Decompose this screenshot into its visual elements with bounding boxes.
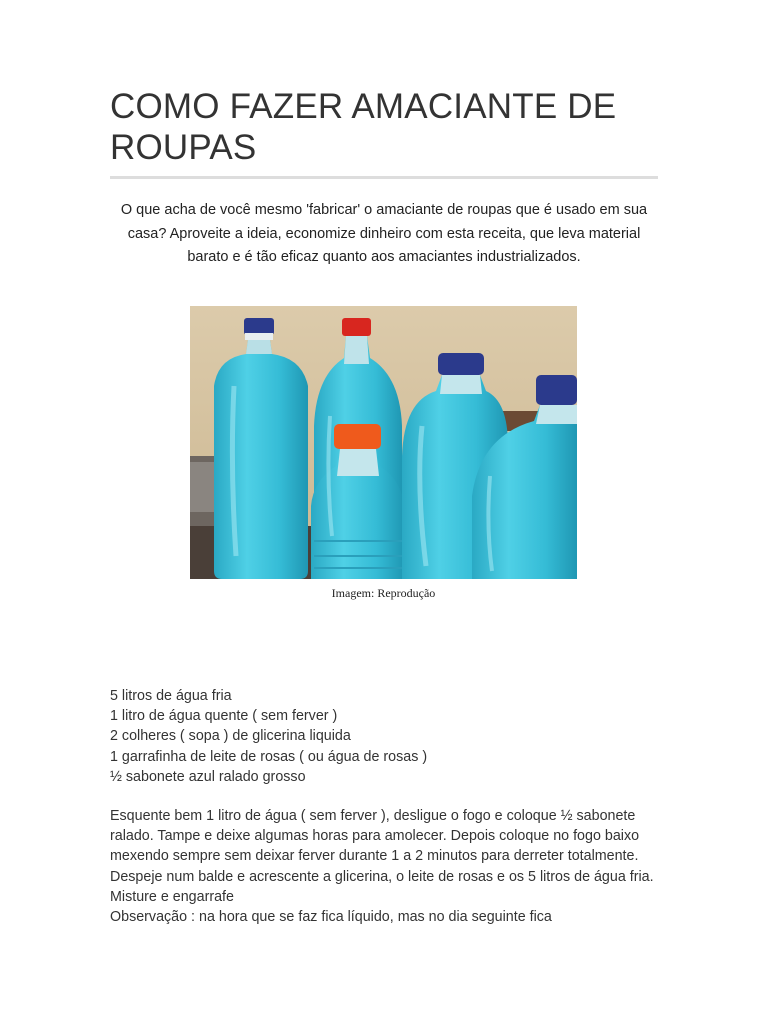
intro-paragraph: O que acha de você mesmo 'fabricar' o amaciante de roupas que é usado em sua casa? Aproveite a ideia, economize dinheiro com esta receita, que leva material barato e é tão eficaz quanto aos amaciantes industrializados. [120,202,648,265]
instructions-paragraph: Esquente bem 1 litro de água ( sem ferver ), desligue o fogo e coloque ½ sabonete ralado. Tampe e deixe algumas horas para amolecer. Depois coloque no fogo baixo mexendo sempre sem deixar ferver durante 1 a 2 minutos para derreter totalmente. Despeje num balde e acrescente a glicerina, o leite de rosas e os 5 litros de água fria. Misture e engarrafe [110,808,654,905]
observation-text: Observação : na hora que se faz fica líquido, mas no dia seguinte fica [110,909,552,925]
title-divider [110,176,658,179]
bottles-photo-icon [190,306,577,579]
image-caption: Imagem: Reprodução [331,586,436,600]
ingredient-item: 5 litros de água fria [110,688,232,704]
ingredient-item: ½ sabonete azul ralado grosso [110,768,306,785]
ingredient-item: 1 garrafinha de leite de rosas ( ou água de rosas ) [110,748,428,765]
article-image [190,306,577,579]
ingredient-item: 2 colheres ( sopa ) de glicerina liquida [110,728,351,745]
page-title: COMO FAZER AMACIANTE DE ROUPAS [110,87,617,167]
ingredient-item: 1 litro de água quente ( sem ferver ) [110,708,338,725]
ingredients-list [110,686,427,787]
